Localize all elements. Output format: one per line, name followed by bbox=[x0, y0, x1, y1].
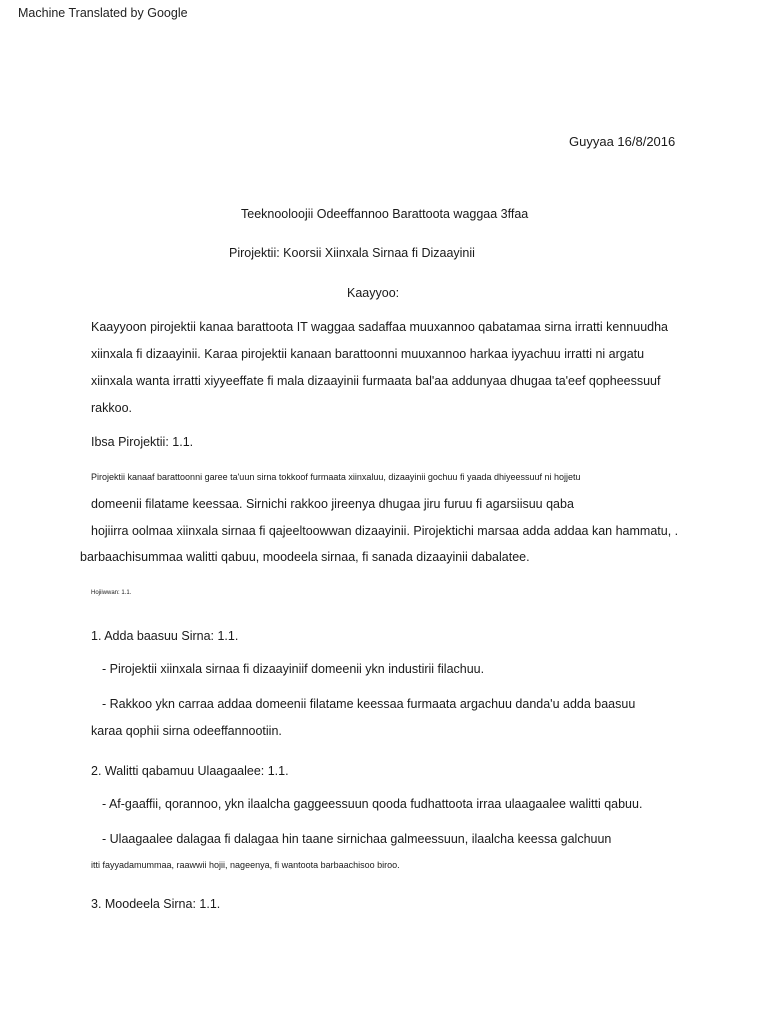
description-line: barbaachisummaa walitti qabuu, moodeela sirnaa, fi sanada dizaayinii dabalatee. bbox=[80, 550, 530, 564]
objective-line: xiinxala wanta irratti xiyyeeffate fi mala dizaayinii furmaata bal'aa addunyaa dhugaa ta'eef qopheessuuf bbox=[91, 374, 661, 388]
description-line: hojiirra oolmaa xiinxala sirnaa fi qajeeltoowwan dizaayinii. Pirojektichi marsaa adda addaa kan hammatu, . bbox=[91, 524, 679, 538]
section-heading: 2. Walitti qabamuu Ulaagaalee: 1.1. bbox=[91, 764, 289, 778]
project-title: Pirojektii: Koorsii Xiinxala Sirnaa fi Dizaayinii bbox=[229, 246, 475, 260]
section-continuation: karaa qophii sirna odeeffannootiin. bbox=[91, 724, 282, 738]
description-heading: Ibsa Pirojektii: 1.1. bbox=[91, 435, 194, 449]
objective-line: xiinxala fi dizaayinii. Karaa pirojektii kanaan barattoonni muuxannoo harkaa iyyachuu irratti ni argatu bbox=[91, 347, 645, 361]
section-bullet: - Ulaagaalee dalagaa fi dalagaa hin taane sirnichaa galmeessuun, ilaalcha keessa galchuun bbox=[102, 832, 612, 846]
machine-translation-banner: Machine Translated by Google bbox=[18, 6, 188, 20]
description-line: domeenii filatame keessaa. Sirnichi rakkoo jireenya dhugaa jiru furuu fi agarsiisuu qaba bbox=[91, 497, 574, 511]
objective-line: rakkoo. bbox=[91, 401, 132, 415]
section-bullet: - Af-gaaffii, qorannoo, ykn ilaalcha gaggeessuun qooda fudhattoota irraa ulaagaalee walitti qabuu. bbox=[102, 797, 643, 811]
section-heading: 1. Adda baasuu Sirna: 1.1. bbox=[91, 629, 239, 643]
section-bullet: - Pirojektii xiinxala sirnaa fi dizaayiniif domeenii ykn industirii filachuu. bbox=[102, 662, 485, 676]
section-continuation: itti fayyadamummaa, raawwii hojii, nageenya, fi wantoota barbaachisoo biroo. bbox=[91, 860, 400, 870]
objective-line: Kaayyoon pirojektii kanaa barattoota IT waggaa sadaffaa muuxannoo qabatamaa sirna irratti kennuudha bbox=[91, 320, 669, 334]
description-line: Pirojektii kanaaf barattoonni garee ta'uun sirna tokkoof furmaata xiinxaluu, dizaayinii gochuu fi yaada dhiyeessuuf ni hojjetu bbox=[91, 472, 581, 482]
document-date: Guyyaa 16/8/2016 bbox=[569, 134, 676, 149]
document-title: Teeknooloojii Odeeffannoo Barattoota waggaa 3ffaa bbox=[241, 207, 529, 221]
section-bullet: - Rakkoo ykn carraa addaa domeenii filatame keessaa furmaata argachuu danda'u adda baasuu bbox=[102, 697, 636, 711]
tasks-label: Hojiiwwan: 1.1. bbox=[91, 590, 132, 596]
section-heading: 3. Moodeela Sirna: 1.1. bbox=[91, 897, 221, 911]
objective-heading: Kaayyoo: bbox=[347, 286, 400, 300]
